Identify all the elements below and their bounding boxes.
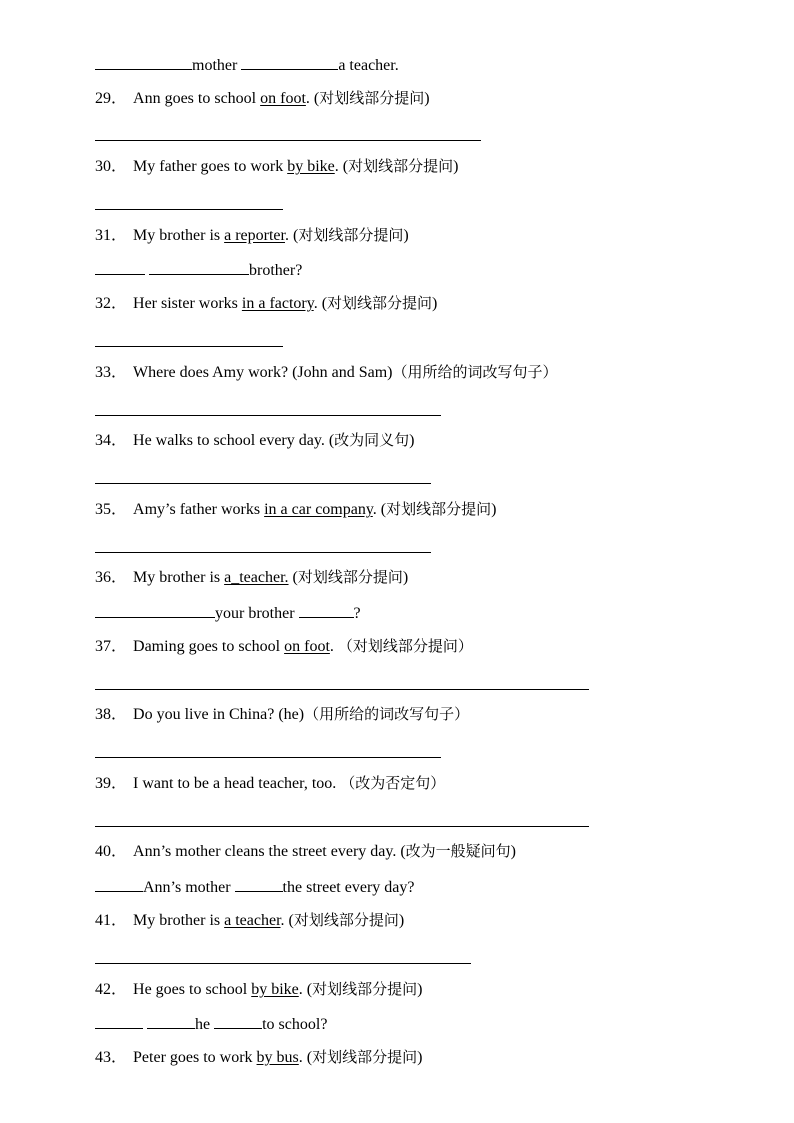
question-text: He walks to school every day. ( <box>133 432 335 449</box>
instruction: 对划线部分提问 <box>312 1048 418 1066</box>
question-32 <box>95 293 437 314</box>
question-number: 41． <box>95 912 128 929</box>
blank <box>95 259 145 275</box>
instruction: （用所给的词改写句子） <box>304 705 470 723</box>
blank <box>95 1013 143 1029</box>
answer-line <box>95 757 441 758</box>
question-text: My brother is <box>133 227 225 244</box>
question-text: I want to be a head teacher, too. <box>133 775 341 792</box>
answer-line <box>95 826 589 827</box>
answer-row-40 <box>95 876 414 898</box>
instruction: 对划线部分提问 <box>319 89 425 107</box>
answer-line <box>95 963 471 964</box>
question-text: . <box>329 638 338 655</box>
instruction: 对划线部分提问 <box>386 500 492 518</box>
question-40 <box>95 841 516 862</box>
question-text: . ( <box>305 90 320 107</box>
instruction: （对划线部分提问） <box>337 637 473 655</box>
question-number: 34． <box>95 432 128 449</box>
question-text: ) <box>409 432 415 449</box>
question-number: 43． <box>95 1049 128 1066</box>
answer-text: a teacher. <box>338 57 399 74</box>
instruction: 对划线部分提问 <box>312 980 418 998</box>
question-number: 36． <box>95 569 128 586</box>
question-39 <box>95 773 445 794</box>
underlined-phrase: a reporter <box>224 227 285 244</box>
answer-line <box>95 209 283 210</box>
question-29 <box>95 88 430 109</box>
question-33 <box>95 362 558 383</box>
question-number: 35． <box>95 501 128 518</box>
answer-line <box>95 415 441 416</box>
instruction: 对划线部分提问 <box>348 157 454 175</box>
blank <box>155 602 215 618</box>
question-text: Amy’s father works <box>133 501 265 518</box>
question-number: 30． <box>95 158 128 175</box>
blank <box>95 876 143 892</box>
question-31 <box>95 225 409 246</box>
question-43 <box>95 1047 422 1068</box>
question-text: Where does Amy work? (John and Sam) <box>133 364 393 381</box>
question-text: Do you live in China? (he) <box>133 706 305 723</box>
answer-line <box>95 483 431 484</box>
question-number: 33． <box>95 364 128 381</box>
underlined-phrase: on foot <box>284 638 330 655</box>
question-text: ) <box>398 912 405 929</box>
question-number: 39． <box>95 775 128 792</box>
question-text: . ( <box>280 912 294 929</box>
blank <box>199 259 249 275</box>
instruction: 对划线部分提问 <box>298 226 404 244</box>
question-text: ) <box>424 90 430 107</box>
answer-text: mother <box>192 57 238 74</box>
question-41 <box>95 910 404 931</box>
blank <box>235 876 283 892</box>
blank <box>149 259 199 275</box>
question-text: . ( <box>284 227 299 244</box>
answer-text: ? <box>353 605 361 622</box>
instruction: （用所给的词改写句子） <box>392 363 558 381</box>
instruction: 改为同义句 <box>334 431 410 449</box>
question-text: . ( <box>313 295 328 312</box>
instruction: 对划线部分提问 <box>293 911 399 929</box>
blank <box>241 54 338 70</box>
instruction: 对划线部分提问 <box>297 568 403 586</box>
question-text: ) <box>491 501 497 518</box>
instruction: （改为否定句） <box>340 774 446 792</box>
answer-row-42 <box>95 1013 327 1035</box>
question-text: . ( <box>334 158 349 175</box>
question-text: ) <box>432 295 438 312</box>
blank <box>95 602 155 618</box>
answer-text: brother? <box>249 262 303 279</box>
question-number: 38． <box>95 706 128 723</box>
question-text: Daming goes to school <box>133 638 285 655</box>
question-text: Peter goes to work <box>133 1049 257 1066</box>
instruction: 改为一般疑问句 <box>405 842 511 860</box>
blank <box>299 602 354 618</box>
question-text: ) <box>402 569 409 586</box>
question-text: ) <box>510 843 516 860</box>
question-text: . ( <box>298 1049 313 1066</box>
underlined-phrase: by bus <box>256 1049 299 1066</box>
question-number: 37． <box>95 638 128 655</box>
answer-text: the street every day? <box>282 879 415 896</box>
underlined-phrase: on foot <box>260 90 306 107</box>
underlined-phrase: by bike <box>251 981 299 998</box>
question-text: ) <box>453 158 459 175</box>
question-30 <box>95 156 458 177</box>
question-text: ) <box>417 981 423 998</box>
blank <box>95 54 192 70</box>
blank <box>214 1013 262 1029</box>
question-text: ) <box>403 227 409 244</box>
answer-line <box>95 552 431 553</box>
question-text: . ( <box>372 501 387 518</box>
answer-text: Ann’s mother <box>143 879 235 896</box>
question-text: Ann goes to school <box>133 90 261 107</box>
question-text: He goes to school <box>133 981 252 998</box>
question-number: 40． <box>95 843 128 860</box>
underlined-phrase: a_teacher. <box>224 569 289 586</box>
underlined-phrase: by bike <box>287 158 335 175</box>
question-42 <box>95 979 422 1000</box>
question-number: 32． <box>95 295 128 312</box>
underlined-phrase: in a factory <box>241 295 314 312</box>
answer-text: to school? <box>262 1016 328 1033</box>
answer-text: your brother <box>215 605 299 622</box>
answer-line <box>95 346 283 347</box>
answer-line <box>95 689 589 690</box>
answer-row-36 <box>95 602 361 624</box>
answer-row-31 <box>95 259 302 281</box>
instruction: 对划线部分提问 <box>327 294 433 312</box>
underlined-phrase: in a car company <box>264 501 373 518</box>
underlined-phrase: a teacher <box>224 912 281 929</box>
question-text: ( <box>288 569 298 586</box>
question-text: Her sister works <box>133 295 242 312</box>
question-text: My brother is <box>133 912 225 929</box>
question-36 <box>95 567 408 588</box>
blank <box>147 1013 195 1029</box>
question-35 <box>95 499 496 520</box>
answer-text: he <box>195 1016 215 1033</box>
question-number: 42． <box>95 981 128 998</box>
question-37 <box>95 636 473 657</box>
question-text: . ( <box>298 981 313 998</box>
answer-row-top <box>95 54 399 76</box>
question-text: My father goes to work <box>133 158 288 175</box>
question-number: 31． <box>95 227 128 244</box>
question-text: Ann’s mother cleans the street every day. ( <box>133 843 406 860</box>
answer-line <box>95 140 481 141</box>
question-34 <box>95 430 414 451</box>
question-text: ) <box>417 1049 423 1066</box>
question-text: My brother is <box>133 569 225 586</box>
question-number: 29． <box>95 90 128 107</box>
question-38 <box>95 704 469 725</box>
